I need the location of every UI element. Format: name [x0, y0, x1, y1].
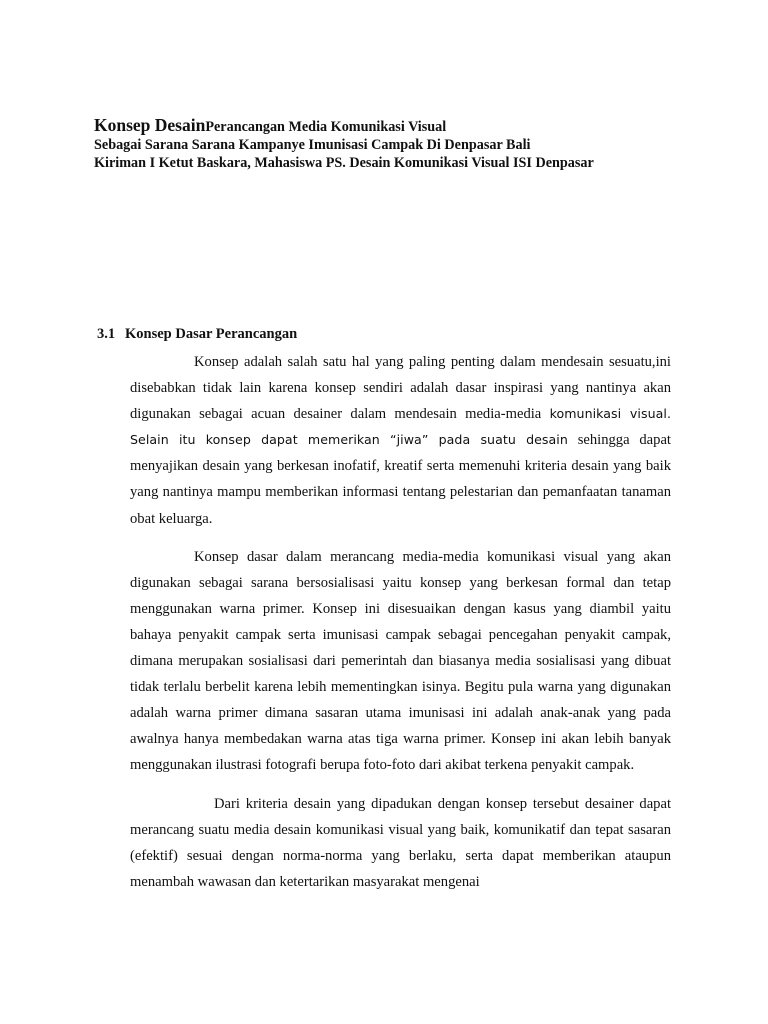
section-heading: [97, 325, 677, 343]
section-number: 3.1: [97, 326, 116, 342]
title-rest: Perancangan Media Komunikasi Visual: [205, 119, 447, 135]
paragraph-1-part1: Konsep adalah salah satu hal yang paling penting dalam mendesain sesuatu,ini disebabkan tidak lain karena konsep sendiri adalah dasar inspirasi yang nantinya akan digunakan sebagai acuan desainer dalam mendesain media-media: [130, 354, 671, 423]
paragraph-2: Konsep dasar dalam merancang media-media komunikasi visual yang akan digunakan sebagai sarana bersosialisasi yaitu konsep yang berkesan formal dan tetap menggunakan warna primer. Konsep ini disesuaikan dengan kasus yang diambil yaitu bahaya penyakit campak serta imunisasi campak sebagai pencegahan penyakit campak, dimana merupakan sosialisasi dari pemerintah dan biasanya media sosialisasi yang dibuat tidak terlalu berbelit karena lebih mementingkan isinya. Begitu pula warna yang digunakan adalah warna primer dimana sasaran utama imunisasi ini adalah anak-anak yang pada awalnya hanya membedakan warna atas tiga warna primer. Konsep ini akan lebih banyak menggunakan ilustrasi fotografi berupa foto-foto dari akibat terkena penyakit campak.: [130, 548, 671, 774]
section-title: Konsep Dasar Perancangan: [125, 326, 298, 342]
document-title: [94, 116, 714, 136]
section-konsep-dasar: [97, 325, 677, 895]
document-byline: Kiriman I Ketut Baskara, Mahasiswa PS. Desain Komunikasi Visual ISI Denpasar: [94, 155, 594, 171]
paragraph-1-part2: komunikasi visual. Selain itu konsep dapat memerikan “jiwa” pada suatu desain: [130, 406, 671, 448]
paragraph-1: [130, 349, 671, 532]
paragraph-1-part3: sehingga dapat menyajikan desain yang berkesan inofatif, kreatif serta memenuhi kriteria desain yang baik yang nantinya mampu memberikan informasi tentang pelestarian dan pemanfaatan tanaman obat keluarga.: [130, 432, 671, 527]
title-lead: Konsep Desain: [94, 115, 206, 135]
paragraph-3: Dari kriteria desain yang dipadukan dengan konsep tersebut desainer dapat merancang suatu media desain komunikasi visual yang baik, komunikatif dan tepat sasaran (efektif) sesuai dengan norma-norma yang berlaku, serta dapat memberikan ataupun menambah wawasan dan ketertarikan masyarakat mengenai: [130, 795, 671, 890]
document-header: [94, 116, 714, 172]
document-subtitle: Sebagai Sarana Sarana Kampanye Imunisasi Campak Di Denpasar Bali: [94, 137, 531, 153]
